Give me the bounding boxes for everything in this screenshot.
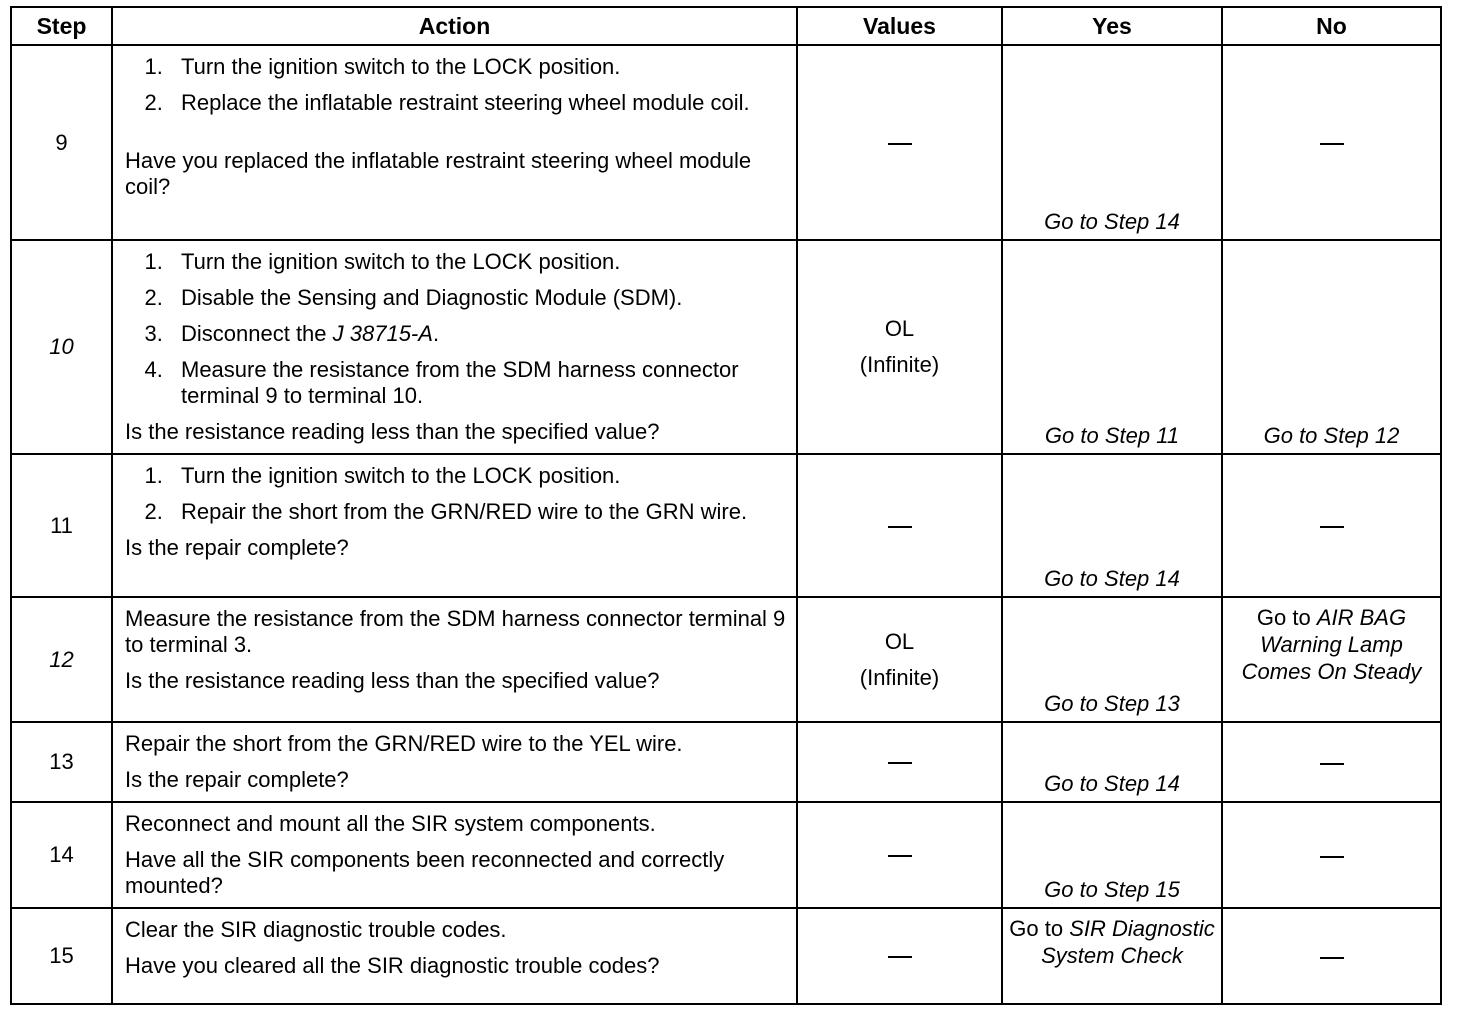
action-item: 2. Repair the short from the GRN/RED wire to the GRN wire. xyxy=(169,499,786,525)
action-cell xyxy=(112,240,797,454)
step-number: 11 xyxy=(11,454,112,597)
no-link-prefix: Go to xyxy=(1256,605,1317,630)
yes-cell xyxy=(1002,240,1222,454)
no-cell xyxy=(1222,454,1441,597)
action-question: Is the repair complete? xyxy=(125,535,349,560)
dash xyxy=(888,143,912,145)
action-text: Clear the SIR diagnostic trouble codes. xyxy=(125,917,507,942)
dash xyxy=(1320,957,1344,959)
dash xyxy=(888,956,912,958)
step-number: 10 xyxy=(11,240,112,454)
no-link[interactable]: Go to Step 12 xyxy=(1263,423,1400,448)
step-number: 9 xyxy=(11,45,112,240)
yes-cell xyxy=(1002,722,1222,802)
yes-cell xyxy=(1002,802,1222,908)
action-item: 2. Disable the Sensing and Diagnostic Module (SDM). xyxy=(169,285,786,311)
action-cell xyxy=(112,597,797,722)
header-row xyxy=(11,7,1441,45)
diagnostic-table-page xyxy=(10,6,1440,1005)
table-row-step-11 xyxy=(11,454,1441,597)
step-number: 15 xyxy=(11,908,112,1004)
values-cell xyxy=(797,597,1002,722)
action-item: 1. Turn the ignition switch to the LOCK position. xyxy=(169,249,786,275)
yes-link-prefix: Go to xyxy=(1009,916,1070,941)
yes-link[interactable]: Go to Step 13 xyxy=(1044,691,1180,716)
action-item: 2. Replace the inflatable restraint steering wheel module coil. xyxy=(169,90,786,116)
table-row-step-9 xyxy=(11,45,1441,240)
diagnostic-table xyxy=(10,6,1442,1005)
dash xyxy=(1320,143,1344,145)
action-item: 4. Measure the resistance from the SDM harness connector terminal 9 to terminal 10. xyxy=(169,357,786,409)
header-values: Values xyxy=(797,7,1002,45)
dash xyxy=(888,762,912,764)
action-text: Reconnect and mount all the SIR system components. xyxy=(125,811,656,836)
yes-cell xyxy=(1002,908,1222,1004)
no-cell xyxy=(1222,240,1441,454)
no-cell xyxy=(1222,722,1441,802)
action-cell xyxy=(112,454,797,597)
dash xyxy=(1320,856,1344,858)
header-no: No xyxy=(1222,7,1441,45)
yes-link[interactable]: Go to Step 11 xyxy=(1044,423,1180,448)
step-number: 14 xyxy=(11,802,112,908)
table-row-step-10 xyxy=(11,240,1441,454)
yes-link[interactable]: Go to Step 14 xyxy=(1044,566,1180,591)
yes-link[interactable]: Go to Step 14 xyxy=(1044,209,1180,234)
value-infinite: (Infinite) xyxy=(859,352,940,377)
values-cell xyxy=(797,722,1002,802)
header-yes: Yes xyxy=(1002,7,1222,45)
values-cell xyxy=(797,240,1002,454)
action-item: 1. Turn the ignition switch to the LOCK position. xyxy=(169,54,786,80)
no-cell xyxy=(1222,908,1441,1004)
header-action: Action xyxy=(112,7,797,45)
action-item: 1. Turn the ignition switch to the LOCK position. xyxy=(169,463,786,489)
values-cell xyxy=(797,908,1002,1004)
yes-link[interactable]: SIR Diagnostic System Check xyxy=(1041,916,1215,968)
table-row-step-12 xyxy=(11,597,1441,722)
no-link[interactable]: AIR BAG Warning Lamp Comes On Steady xyxy=(1241,605,1422,684)
table-row-step-13 xyxy=(11,722,1441,802)
dash xyxy=(888,526,912,528)
yes-cell xyxy=(1002,45,1222,240)
no-cell xyxy=(1222,802,1441,908)
yes-link[interactable]: Go to Step 14 xyxy=(1044,771,1180,796)
yes-link[interactable]: Go to Step 15 xyxy=(1044,877,1180,902)
table-row-step-14 xyxy=(11,802,1441,908)
header-step: Step xyxy=(11,7,112,45)
value-infinite: (Infinite) xyxy=(859,664,940,690)
values-cell xyxy=(797,454,1002,597)
step-number: 13 xyxy=(11,722,112,802)
yes-cell xyxy=(1002,597,1222,722)
values-cell xyxy=(797,45,1002,240)
action-question: Is the repair complete? xyxy=(125,767,349,792)
action-question: Is the resistance reading less than the specified value? xyxy=(125,668,660,693)
action-text: Repair the short from the GRN/RED wire to the YEL wire. xyxy=(125,731,683,756)
action-question: Have you cleared all the SIR diagnostic trouble codes? xyxy=(125,953,660,978)
table-row-step-15 xyxy=(11,908,1441,1004)
tool-number: J 38715-A xyxy=(332,321,433,346)
step-number: 12 xyxy=(11,597,112,722)
dash xyxy=(1320,526,1344,528)
action-list xyxy=(125,463,786,525)
yes-cell xyxy=(1002,454,1222,597)
dash xyxy=(888,855,912,857)
values-cell xyxy=(797,802,1002,908)
action-text: Disconnect the xyxy=(181,321,333,346)
no-cell xyxy=(1222,45,1441,240)
action-cell xyxy=(112,45,797,240)
dash xyxy=(1320,763,1344,765)
value-ol: OL xyxy=(884,316,915,341)
action-text: . xyxy=(432,321,440,346)
no-cell xyxy=(1222,597,1441,722)
action-cell xyxy=(112,802,797,908)
action-item xyxy=(169,321,786,347)
value-ol: OL xyxy=(884,628,915,654)
action-list xyxy=(125,54,786,116)
action-question: Is the resistance reading less than the specified value? xyxy=(125,419,660,444)
action-question: Have you replaced the inflatable restraint steering wheel module coil? xyxy=(125,148,752,199)
action-text: Measure the resistance from the SDM harness connector terminal 9 to terminal 3. xyxy=(125,606,786,657)
action-list xyxy=(125,249,786,409)
action-cell xyxy=(112,722,797,802)
action-cell xyxy=(112,908,797,1004)
action-question: Have all the SIR components been reconnected and correctly mounted? xyxy=(125,847,725,898)
